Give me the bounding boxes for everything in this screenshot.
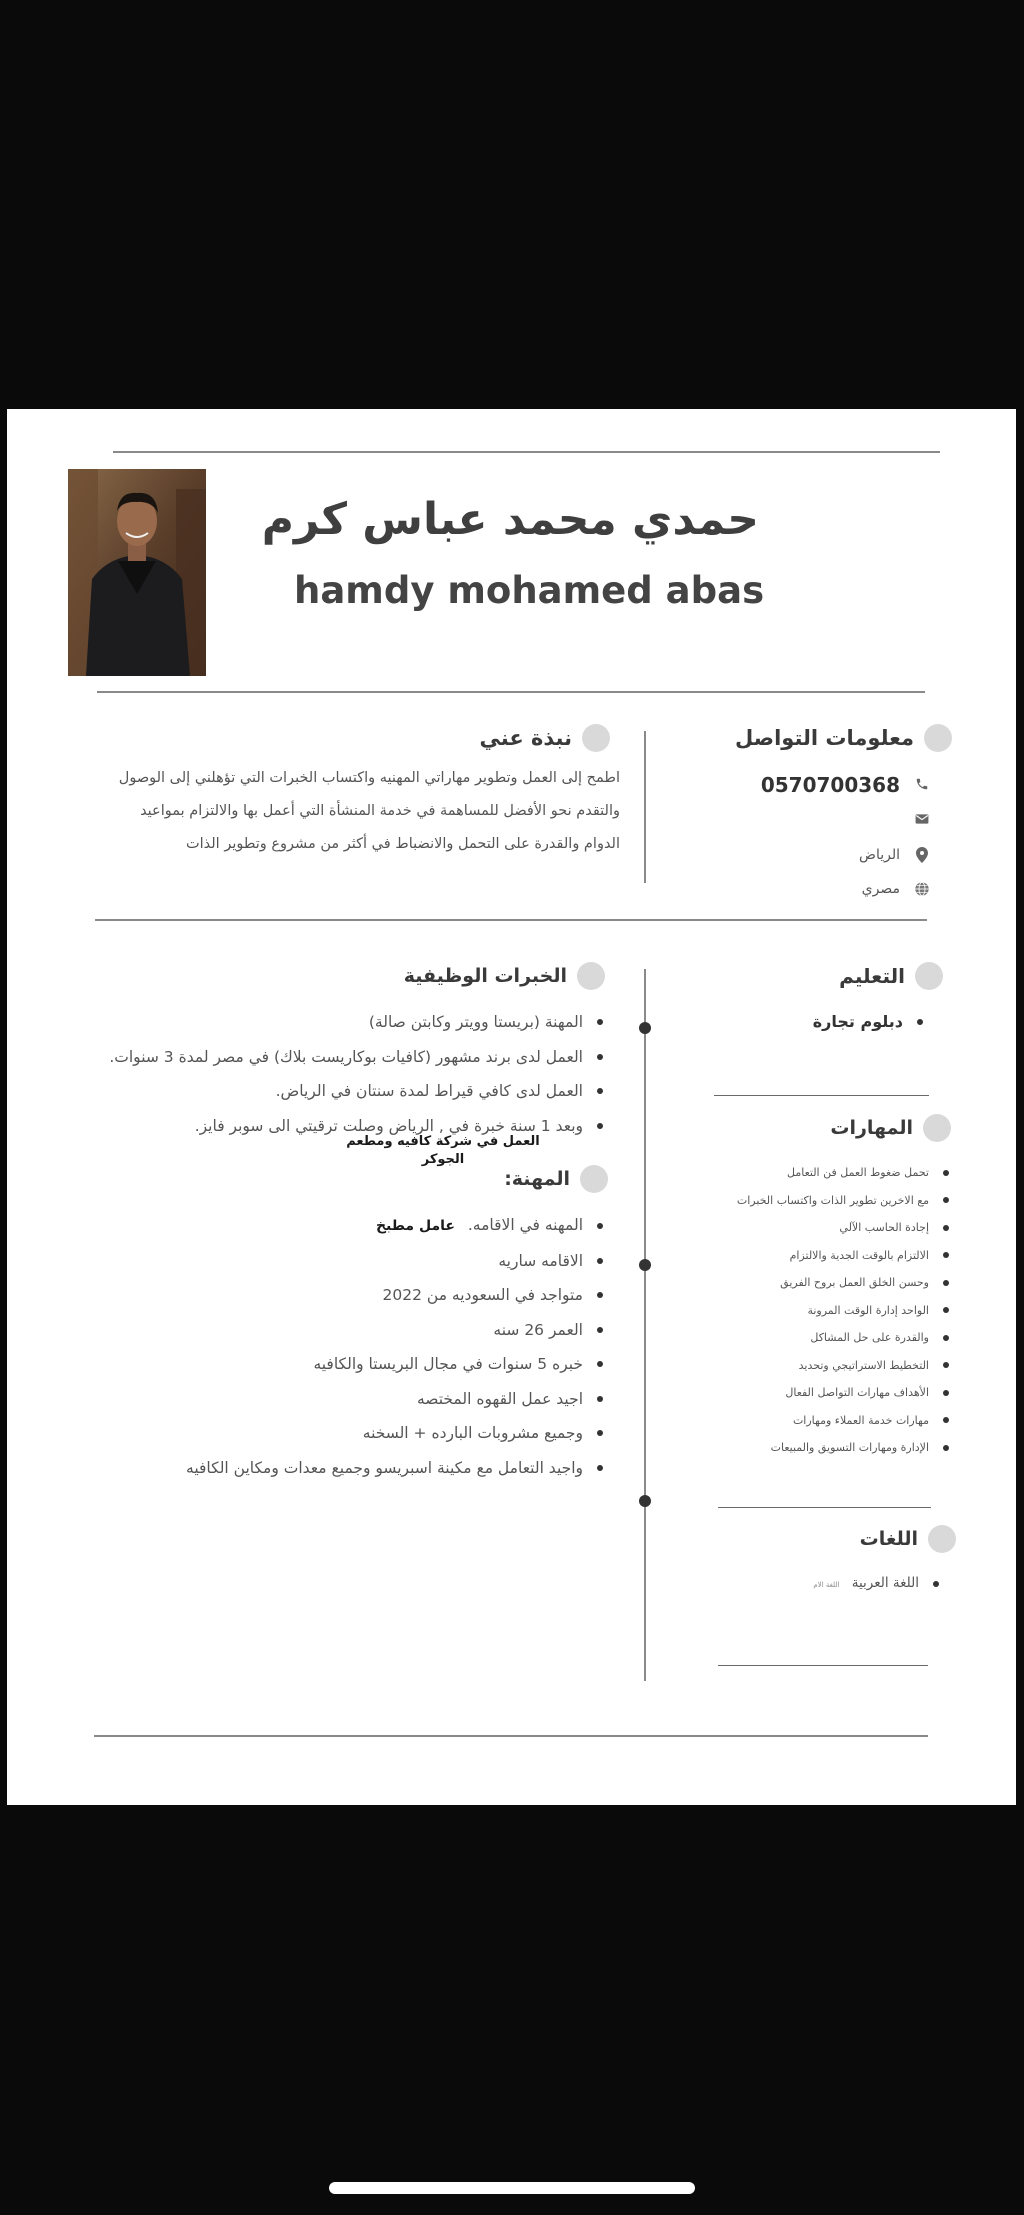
handwritten-note-line: العمل في شركة كافيه ومطعم xyxy=(346,1134,540,1149)
name-arabic: حمدي محمد عباس كرم xyxy=(261,494,759,545)
skill-item: التخطيط الاستراتيجي وتحديد xyxy=(737,1352,951,1380)
languages-list xyxy=(813,1569,941,1599)
profession-item: واجيد التعامل مع مكينة اسبريسو وجميع معدات ومكاين الكافيه xyxy=(186,1451,605,1486)
location-pin-icon xyxy=(914,847,930,863)
skills-list xyxy=(737,1159,951,1462)
languages-heading xyxy=(860,1525,956,1553)
resume-page xyxy=(7,409,1016,1805)
contact-nationality-row xyxy=(862,881,930,897)
experience-list xyxy=(109,1005,605,1143)
handwritten-note xyxy=(343,1133,543,1169)
profession-heading-bullet xyxy=(580,1165,608,1193)
languages-divider xyxy=(718,1665,928,1666)
skill-item: إجادة الحاسب الآلي xyxy=(737,1214,951,1242)
profession-item: متواجد في السعوديه من 2022 xyxy=(186,1278,605,1313)
profession-item-handwritten: عامل مطبخ xyxy=(375,1218,455,1234)
contact-phone[interactable]: 0570700368 xyxy=(760,773,900,797)
language-name: اللغة العربية xyxy=(851,1575,919,1591)
about-heading-bullet xyxy=(582,724,610,752)
languages-heading-bullet xyxy=(928,1525,956,1553)
contact-title: معلومات التواصل xyxy=(735,726,914,750)
about-paragraph xyxy=(97,762,620,861)
bottom-divider xyxy=(94,1735,928,1737)
timeline-dot xyxy=(639,1022,651,1034)
profession-item: خبره 5 سنوات في مجال البريستا والكافيه xyxy=(186,1347,605,1382)
skill-item: والقدرة على حل المشاكل xyxy=(737,1324,951,1352)
language-item xyxy=(813,1569,941,1599)
skill-item: مهارات خدمة العملاء ومهارات xyxy=(737,1407,951,1435)
education-heading-bullet xyxy=(915,962,943,990)
skill-item: مع الاخرين تطوير الذات واكتساب الخبرات xyxy=(737,1187,951,1215)
about-line: اطمح إلى العمل وتطوير مهاراتي المهنيه واكتساب الخبرات التي تؤهلني إلى الوصول xyxy=(118,770,620,786)
skill-item: الالتزام بالوقت الجدية والالتزام xyxy=(737,1242,951,1270)
contact-phone-row xyxy=(761,773,930,797)
name-english: hamdy mohamed abas xyxy=(294,569,765,612)
skill-item: الأهداف مهارات التواصل الفعال xyxy=(737,1379,951,1407)
top-divider xyxy=(113,451,940,453)
skill-item: تحمل ضغوط العمل فن التعامل xyxy=(737,1159,951,1187)
education-item: دبلوم تجارة xyxy=(813,1005,925,1039)
education-title: التعليم xyxy=(839,964,905,988)
skill-item: وحسن الخلق العمل بروح الفريق xyxy=(737,1269,951,1297)
language-level: اللغة الام xyxy=(813,1581,840,1589)
contact-city: الرياض xyxy=(859,847,900,863)
education-list xyxy=(813,1005,925,1039)
timeline-line xyxy=(644,969,646,1681)
contact-heading xyxy=(735,724,952,752)
skills-heading xyxy=(830,1114,951,1142)
experience-item: العمل لدى كافي قيراط لمدة سنتان في الرياض. xyxy=(109,1074,605,1109)
skill-item: الواحد إدارة الوقت المرونة xyxy=(737,1297,951,1325)
skills-title: المهارات xyxy=(830,1117,913,1139)
experience-item: العمل لدى برند مشهور (كافيات بوكاريست بلاك) في مصر لمدة 3 سنوات. xyxy=(109,1040,605,1075)
about-line: الدوام والقدرة على التحمل والانضباط في أكثر من مشروع وتطوير الذات xyxy=(185,836,620,852)
timeline-dot xyxy=(639,1495,651,1507)
middle-divider xyxy=(95,919,927,921)
profession-item: وجميع مشروبات البارده + السخنه xyxy=(186,1416,605,1451)
about-line: والتقدم نحو الأفضل للمساهمة في خدمة المنشأة التي أعمل بها والالتزام بمواعيد xyxy=(140,803,620,819)
phone-icon xyxy=(914,777,930,793)
globe-icon xyxy=(914,881,930,897)
header-divider xyxy=(97,691,925,693)
about-contact-divider xyxy=(644,731,646,883)
experience-heading xyxy=(404,962,605,990)
home-indicator[interactable] xyxy=(329,2182,695,2194)
profession-item: العمر 26 سنه xyxy=(186,1313,605,1348)
contact-email-row xyxy=(914,813,930,829)
timeline-dot xyxy=(639,1259,651,1271)
skill-item: الإدارة ومهارات التسويق والمبيعات xyxy=(737,1434,951,1462)
about-heading xyxy=(480,724,610,752)
experience-item: وبعد 1 سنة خبرة في , الرياض وصلت ترقيتي الى سوبر فايز. xyxy=(109,1109,605,1144)
contact-heading-bullet xyxy=(924,724,952,752)
about-title: نبذة عني xyxy=(479,726,572,750)
profession-item-prefix: المهنه في الاقامه. xyxy=(467,1216,583,1234)
experience-title: الخبرات الوظيفية xyxy=(403,965,567,987)
contact-city-row xyxy=(859,847,930,863)
profile-photo xyxy=(68,469,206,676)
education-heading xyxy=(839,962,943,990)
languages-title: اللغات xyxy=(859,1528,918,1550)
skills-heading-bullet xyxy=(923,1114,951,1142)
handwritten-note-line: الجوكر xyxy=(421,1152,465,1167)
profession-item: الاقامه ساريه xyxy=(186,1244,605,1279)
education-divider xyxy=(714,1095,929,1096)
contact-nationality: مصري xyxy=(861,881,900,897)
profession-item: اجيد عمل القهوه المختصه xyxy=(186,1382,605,1417)
profession-list xyxy=(186,1208,605,1485)
skills-divider xyxy=(718,1507,931,1508)
profession-item xyxy=(186,1208,605,1244)
experience-heading-bullet xyxy=(577,962,605,990)
email-icon xyxy=(914,813,930,829)
profession-heading xyxy=(504,1165,608,1193)
profession-title: المهنة: xyxy=(504,1168,570,1190)
experience-item: المهنة (بريستا وويتر وكابتن صالة) xyxy=(109,1005,605,1040)
person-photo-illustration xyxy=(68,469,206,676)
